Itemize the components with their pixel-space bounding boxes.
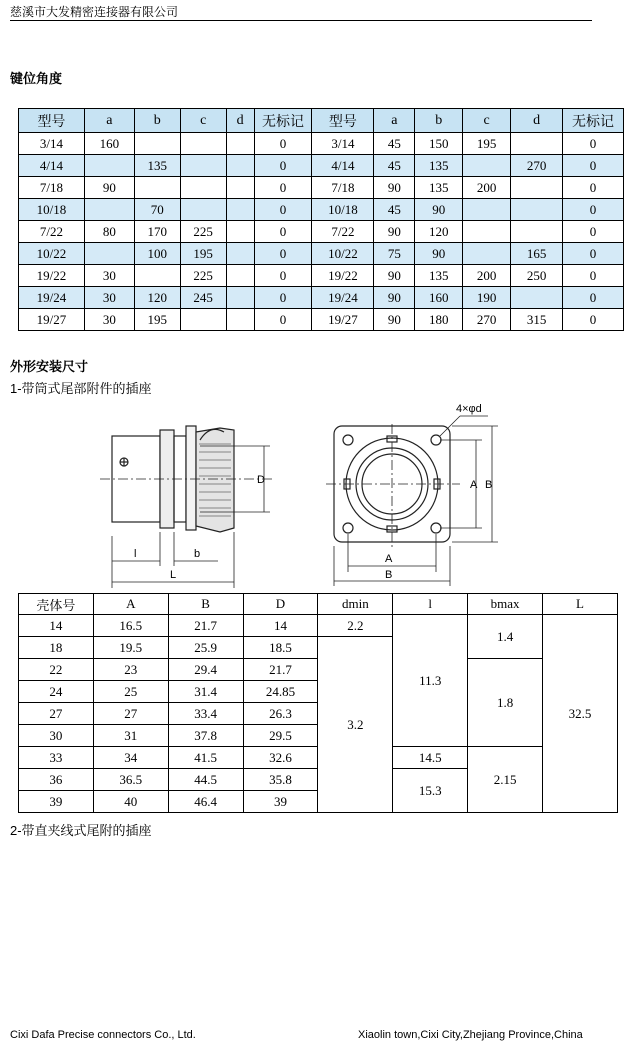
dim-table-header: dmin (318, 594, 393, 615)
key-table-cell: 195 (134, 309, 180, 331)
key-table-cell (463, 221, 511, 243)
key-table-row (19, 265, 624, 287)
key-table-cell: 195 (463, 133, 511, 155)
dim-cell: 19.5 (93, 637, 168, 659)
dim-cell: 32.6 (243, 747, 318, 769)
key-table-cell (226, 265, 254, 287)
key-table-cell: 7/18 (312, 177, 374, 199)
label-l: l (134, 548, 137, 560)
key-table-cell: 10/22 (312, 243, 374, 265)
key-table-cell: 7/22 (19, 221, 85, 243)
dim-cell: 29.4 (168, 659, 243, 681)
key-table-cell: 0 (563, 177, 624, 199)
dim-cell: 33.4 (168, 703, 243, 725)
key-table-cell (463, 199, 511, 221)
key-table-cell (226, 221, 254, 243)
key-table-row (19, 309, 624, 331)
key-table-cell: 0 (563, 243, 624, 265)
key-table-cell: 19/27 (19, 309, 85, 331)
dim-cell: 26.3 (243, 703, 318, 725)
key-table-cell: 90 (84, 177, 134, 199)
label-holes: 4×φd (456, 403, 482, 415)
bmax-cell: 1.4 (468, 615, 543, 659)
key-table-cell: 90 (374, 265, 415, 287)
dim-cell: 14 (19, 615, 94, 637)
key-table-cell: 0 (254, 265, 312, 287)
key-table-cell: 0 (254, 221, 312, 243)
label-D: D (257, 474, 265, 486)
key-table-cell: 135 (415, 155, 463, 177)
key-table-header: b (134, 109, 180, 133)
key-table-cell (180, 309, 226, 331)
key-table-cell: 45 (374, 199, 415, 221)
key-table-cell: 0 (254, 309, 312, 331)
key-table-header: d (511, 109, 563, 133)
dim-table-header: A (93, 594, 168, 615)
key-table-cell: 3/14 (312, 133, 374, 155)
key-table-cell: 180 (415, 309, 463, 331)
key-table-header: 无标记 (254, 109, 312, 133)
key-table-cell (226, 177, 254, 199)
label-b: b (194, 548, 201, 560)
dim-cell: 23 (93, 659, 168, 681)
mount-hole-bottom-right (431, 523, 441, 533)
dim-cell: 36.5 (93, 769, 168, 791)
key-table-cell (511, 133, 563, 155)
label-A: A (385, 553, 393, 565)
mount-hole-top-left (343, 435, 353, 445)
key-table-cell: 7/18 (19, 177, 85, 199)
dim-table-header: 壳体号 (19, 594, 94, 615)
mount-hole-bottom-left (343, 523, 353, 533)
key-table-cell: 30 (84, 287, 134, 309)
key-table-cell: 90 (374, 177, 415, 199)
dim-cell: 46.4 (168, 791, 243, 813)
key-table-cell: 0 (563, 287, 624, 309)
key-table-cell: 7/22 (312, 221, 374, 243)
mount-hole-top-right (431, 435, 441, 445)
key-table-cell (226, 155, 254, 177)
dim-cell: 25.9 (168, 637, 243, 659)
front-view-drawing (320, 400, 500, 588)
header-rule (10, 20, 592, 21)
key-table-header-row (19, 109, 624, 133)
key-table-cell: 0 (254, 155, 312, 177)
label-B: B (385, 569, 393, 581)
key-table-cell: 0 (563, 199, 624, 221)
key-table-cell: 100 (134, 243, 180, 265)
dim-cell: 21.7 (243, 659, 318, 681)
key-table-cell (84, 199, 134, 221)
dim-cell: 33 (19, 747, 94, 769)
key-table-cell: 90 (374, 221, 415, 243)
key-table-header: c (463, 109, 511, 133)
dim-cell: 18.5 (243, 637, 318, 659)
key-table-header: d (226, 109, 254, 133)
key-table-row (19, 243, 624, 265)
key-table-cell: 0 (563, 309, 624, 331)
subsection-title-1: 1-带筒式尾部附件的插座 (10, 381, 152, 396)
key-table-cell: 160 (415, 287, 463, 309)
key-table-cell: 200 (463, 265, 511, 287)
dim-cell: 16.5 (93, 615, 168, 637)
dim-cell: 31.4 (168, 681, 243, 703)
section-title-outline: 外形安装尺寸 (10, 359, 89, 374)
key-table-cell: 0 (254, 133, 312, 155)
key-table-cell (226, 287, 254, 309)
key-table-cell: 0 (254, 243, 312, 265)
dimension-table (18, 593, 618, 813)
key-table-cell (180, 133, 226, 155)
key-table-cell: 270 (463, 309, 511, 331)
key-table-cell: 170 (134, 221, 180, 243)
key-table-cell: 135 (134, 155, 180, 177)
dim-cell: 29.5 (243, 725, 318, 747)
bmax-cell: 1.8 (468, 659, 543, 747)
dim-table-header-row (19, 594, 618, 615)
key-table-cell (463, 155, 511, 177)
key-table-row (19, 155, 624, 177)
key-table-cell: 250 (511, 265, 563, 287)
dim-cell: 35.8 (243, 769, 318, 791)
key-table-cell (226, 133, 254, 155)
key-table-header: a (374, 109, 415, 133)
dmin-cell: 3.2 (318, 637, 393, 813)
key-table-cell: 0 (254, 199, 312, 221)
dim-cell: 22 (19, 659, 94, 681)
l-cell: 11.3 (393, 615, 468, 747)
footer-address: Xiaolin town,Cixi City,Zhejiang Province,China (358, 1029, 583, 1041)
key-table-row (19, 199, 624, 221)
key-table-cell: 120 (415, 221, 463, 243)
key-table-body (19, 133, 624, 331)
key-table-cell: 30 (84, 265, 134, 287)
key-table-header: 型号 (312, 109, 374, 133)
key-table-cell (226, 309, 254, 331)
key-table-cell: 90 (415, 199, 463, 221)
key-table-cell: 150 (415, 133, 463, 155)
key-table-header: 型号 (19, 109, 85, 133)
key-table-cell (134, 177, 180, 199)
key-table-cell: 80 (84, 221, 134, 243)
section-title-key-angle: 键位角度 (10, 71, 63, 86)
key-table-cell: 30 (84, 309, 134, 331)
key-table-cell (134, 133, 180, 155)
key-table-cell: 0 (563, 265, 624, 287)
dim-cell: 34 (93, 747, 168, 769)
key-table-cell: 45 (374, 133, 415, 155)
dim-table-header: B (168, 594, 243, 615)
l-cell: 14.5 (393, 747, 468, 769)
dim-cell: 25 (93, 681, 168, 703)
key-table-cell: 135 (415, 265, 463, 287)
header-company-name: 慈溪市大发精密连接器有限公司 (10, 5, 179, 19)
key-table-cell (180, 177, 226, 199)
key-table-cell (511, 287, 563, 309)
key-table-cell (134, 265, 180, 287)
key-table-header: b (415, 109, 463, 133)
key-table-cell: 0 (563, 155, 624, 177)
key-table-cell (226, 199, 254, 221)
key-table-cell: 19/24 (19, 287, 85, 309)
dim-table-header: D (243, 594, 318, 615)
key-table-cell (84, 243, 134, 265)
dim-cell: 36 (19, 769, 94, 791)
dim-cell: 27 (19, 703, 94, 725)
key-table-cell: 45 (374, 155, 415, 177)
key-table-cell: 195 (180, 243, 226, 265)
key-table-cell: 160 (84, 133, 134, 155)
key-table-row (19, 287, 624, 309)
key-table-cell: 200 (463, 177, 511, 199)
dim-cell: 31 (93, 725, 168, 747)
dim-cell: 18 (19, 637, 94, 659)
key-table-cell: 90 (374, 287, 415, 309)
key-table-cell: 190 (463, 287, 511, 309)
footer-company: Cixi Dafa Precise connectors Co., Ltd. (10, 1029, 196, 1041)
key-table-cell (511, 177, 563, 199)
key-table-cell: 0 (254, 287, 312, 309)
key-table-cell: 19/22 (312, 265, 374, 287)
dim-cell: 14 (243, 615, 318, 637)
dim-cell: 24.85 (243, 681, 318, 703)
key-table-cell: 10/18 (19, 199, 85, 221)
dim-cell: 30 (19, 725, 94, 747)
label-L: L (170, 569, 177, 581)
dim-table-header: L (543, 594, 618, 615)
key-table-cell: 225 (180, 265, 226, 287)
key-table-cell (180, 155, 226, 177)
dim-cell: 44.5 (168, 769, 243, 791)
key-table-header: 无标记 (563, 109, 624, 133)
key-table-cell (180, 199, 226, 221)
dim-cell: 39 (243, 791, 318, 813)
key-table-cell: 225 (180, 221, 226, 243)
l-cell: 15.3 (393, 769, 468, 813)
key-table-cell: 4/14 (312, 155, 374, 177)
key-table-cell: 19/22 (19, 265, 85, 287)
key-table-cell: 0 (563, 221, 624, 243)
L-cell: 32.5 (543, 615, 618, 813)
dim-cell: 21.7 (168, 615, 243, 637)
key-table-cell: 165 (511, 243, 563, 265)
key-table-cell: 315 (511, 309, 563, 331)
key-table-cell: 3/14 (19, 133, 85, 155)
label-B-vertical: B (485, 479, 493, 491)
key-table-header: c (180, 109, 226, 133)
dim-cell: 41.5 (168, 747, 243, 769)
key-angle-table (18, 108, 624, 331)
key-table-cell: 70 (134, 199, 180, 221)
key-table-cell: 4/14 (19, 155, 85, 177)
key-table-cell: 245 (180, 287, 226, 309)
key-table-cell: 75 (374, 243, 415, 265)
key-table-cell (511, 199, 563, 221)
dim-cell: 40 (93, 791, 168, 813)
dim-cell: 24 (19, 681, 94, 703)
key-table-cell: 10/18 (312, 199, 374, 221)
side-view-drawing (100, 396, 280, 588)
key-table-cell: 19/24 (312, 287, 374, 309)
dim-cell: 37.8 (168, 725, 243, 747)
key-table-cell: 0 (254, 177, 312, 199)
dim-table-header: l (393, 594, 468, 615)
dim-cell: 27 (93, 703, 168, 725)
key-table-cell (463, 243, 511, 265)
dmin-cell: 2.2 (318, 615, 393, 637)
dim-table-header: bmax (468, 594, 543, 615)
key-table-row (19, 177, 624, 199)
key-table-cell: 19/27 (312, 309, 374, 331)
key-table-cell (84, 155, 134, 177)
key-table-cell: 120 (134, 287, 180, 309)
key-table-cell: 90 (415, 243, 463, 265)
key-table-cell: 270 (511, 155, 563, 177)
key-table-cell: 135 (415, 177, 463, 199)
key-table-cell: 10/22 (19, 243, 85, 265)
side-grip-outline (186, 426, 196, 530)
key-table-cell: 90 (374, 309, 415, 331)
key-table-cell (226, 243, 254, 265)
key-table-cell (511, 221, 563, 243)
key-table-row (19, 221, 624, 243)
key-table-cell: 0 (563, 133, 624, 155)
label-A-vertical: A (470, 479, 478, 491)
dim-cell: 39 (19, 791, 94, 813)
dim-table-row (19, 615, 618, 637)
subsection-title-2: 2-带直夹线式尾附的插座 (10, 823, 152, 838)
bmax-cell: 2.15 (468, 747, 543, 813)
key-table-header: a (84, 109, 134, 133)
key-table-row (19, 133, 624, 155)
